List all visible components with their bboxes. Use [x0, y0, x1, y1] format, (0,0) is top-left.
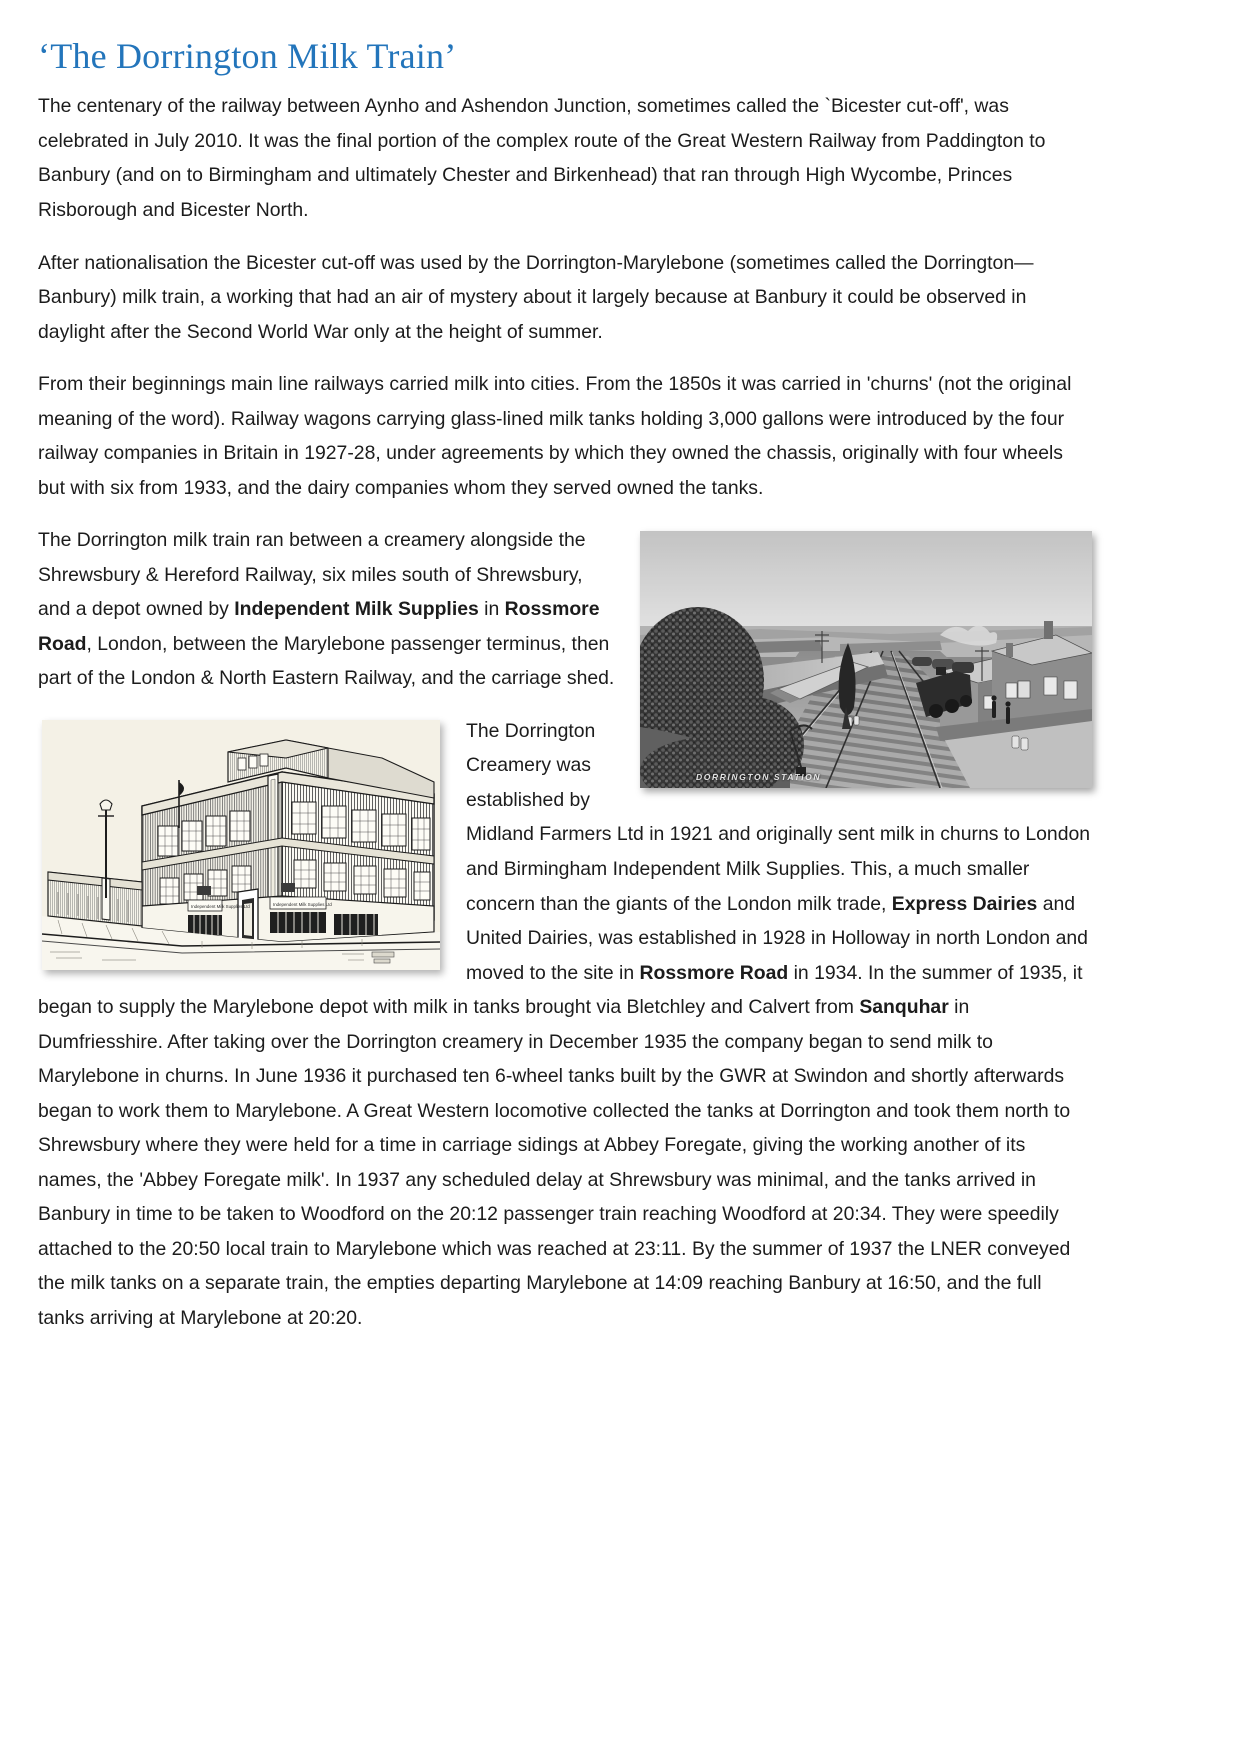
bold-express-dairies: Express Dairies: [891, 892, 1038, 915]
text-run: The Dorrington Creamery was established by Midland Farmers Ltd in 1921 and originally sent milk in churns to London and Birmingham Independent Milk Supplies. This, a much smaller concern than the giants of the London milk trade,: [466, 719, 1091, 915]
dorrington-station-photograph: [640, 531, 1092, 788]
text-run: in 1934. In the summer of 1935, it began to supply the Marylebone depot with milk in tanks brought via Bletchley and Calvert from: [38, 961, 1083, 1019]
station-photo-caption: DORRINGTON STATION: [696, 772, 822, 783]
depot-building-graphic: [42, 720, 440, 970]
page-title: ‘The Dorrington Milk Train’: [38, 36, 457, 76]
text-run: in Dumfriesshire. After taking over the Dorrington creamery in December 1935 the company began to send milk to Marylebone in churns. In June 1936 it purchased ten 6-wheel tanks built by the GWR at Swindon and shortly afterwards began to work them to Marylebone. A Great Western locomotive collected the tanks at Dorrington and took them north to Shrewsbury where they were held for a time in carriage sidings at Abbey Foregate, giving the working another of its names, the 'Abbey Foregate milk'. In 1937 any scheduled delay at Shrewsbury was minimal, and the tanks arrived in Banbury in time to be taken to Woodford on the 20:12 passenger train reaching Woodford at 20:34. They were speedily attached to the 20:50 local train to Marylebone which was reached at 23:11. By the summer of 1937 the LNER conveyed the milk tanks on a separate train, the empties departing Marylebone at 14:09 reaching Banbury at 16:50, and the full tanks arriving at Marylebone at 20:20.: [38, 996, 1071, 1329]
depot-sign-left-text: Independent Milk Supplies Ltd: [191, 903, 250, 909]
text-run: in: [478, 598, 505, 621]
bold-independent-milk-supplies: Independent Milk Supplies: [234, 598, 479, 621]
text-run: The Dorrington milk train ran between a creamery alongside the Shrewsbury & Hereford Railway, six miles south of Shrewsbury, and a depot owned by: [38, 529, 586, 621]
depot-sign-right-text: Independent Milk Supplies Ltd: [273, 901, 332, 907]
paragraph-milk-history: From their beginnings main line railways carried milk into cities. From the 1850s it was carried in 'churns' (not the original meaning of the word). Railway wagons carrying glass-lined milk tanks holding 3,000 gallons were introduced by the four railway companies in Britain in 1927-28, under agreements by which they owned the chassis, originally with four wheels but with six from 1933, and the dairy companies whom they served owned the tanks.: [38, 373, 1072, 499]
bold-sanquhar: Sanquhar: [859, 996, 949, 1019]
paragraph-nationalisation: After nationalisation the Bicester cut-off was used by the Dorrington-Marylebone (sometimes called the Dorrington—Banbury) milk train, a working that had an air of mystery about it largely because at Banbury it could be observed in daylight after the Second World War only at the height of summer.: [38, 251, 1034, 343]
bold-rossmore-road-2: Rossmore Road: [639, 961, 789, 984]
paragraph-intro: The centenary of the railway between Aynho and Ashendon Junction, sometimes called the `Bicester cut-off', was celebrated in July 2010. It was the final portion of the complex route of the Great Western Railway from Paddington to Banbury (and on to Birmingham and ultimately Chester and Birkenhead) that ran through High Wycombe, Princes Risborough and Bicester North.: [38, 95, 1046, 221]
text-run: , London, between the Marylebone passenger terminus, then part of the London & North Eastern Railway, and the carriage shed.: [38, 632, 615, 690]
text-run: and United Dairies, was established in 1928 in Holloway in north London and moved to the site in: [466, 892, 1088, 984]
station-photo-graphic: [640, 531, 1092, 788]
rossmore-road-depot-drawing: [42, 720, 440, 970]
bold-rossmore-road: Rossmore Road: [38, 598, 600, 655]
